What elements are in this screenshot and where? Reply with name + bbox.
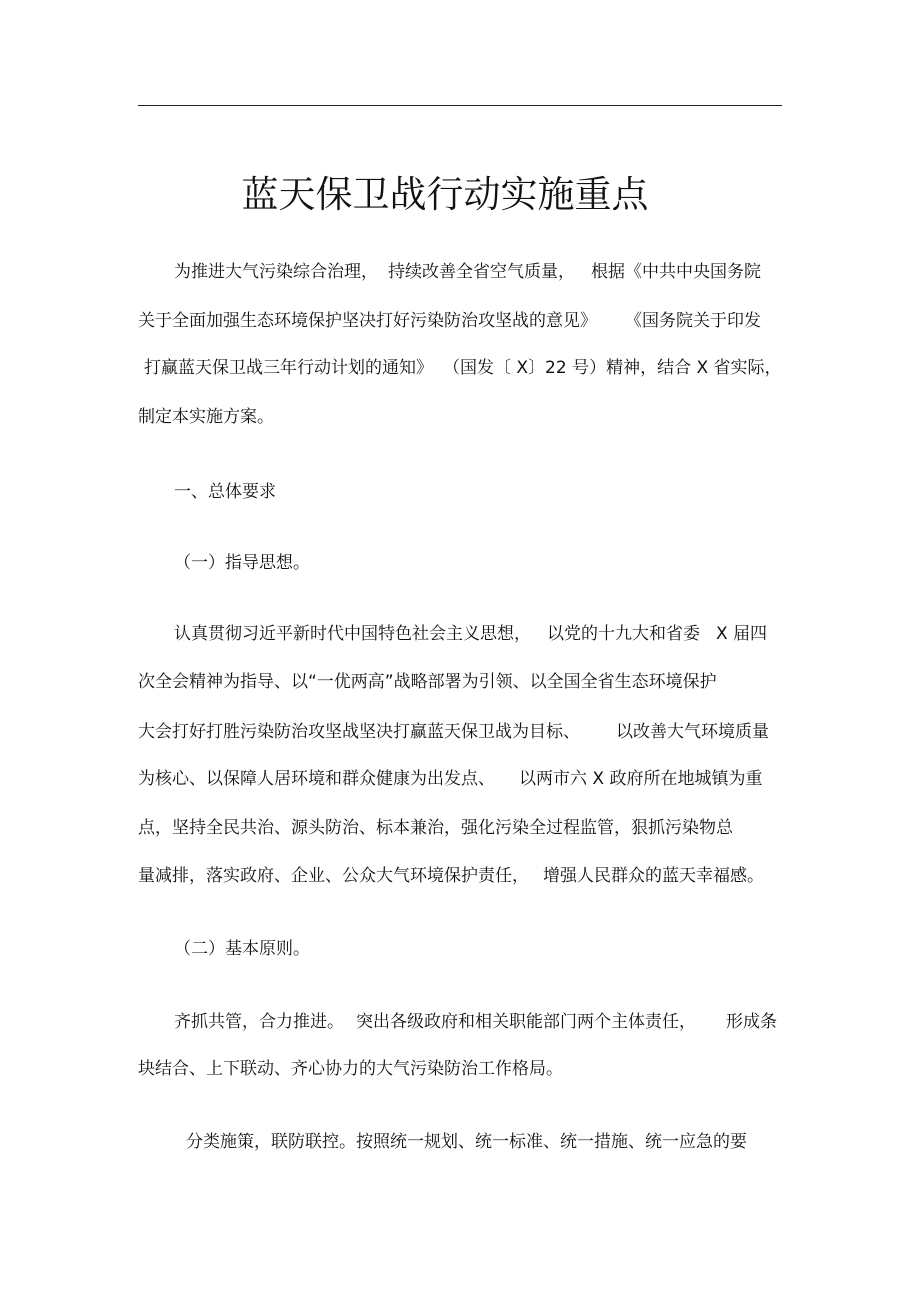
subsection-heading-2: （二）基本原则。 — [174, 939, 310, 959]
intro-line-2: 关于全面加强生态环境保护坚决打好污染防治攻坚战的意见》 《国务院关于印发 — [138, 311, 761, 331]
para1-line-2: 次全会精神为指导、以“一优两高”战略部署为引领、以全国全省生态环境保护 — [138, 672, 717, 692]
subsection-heading-1: （一）指导思想。 — [174, 553, 310, 573]
intro-line-4: 制定本实施方案。 — [138, 407, 274, 427]
para1-line-4: 为核心、以保障人居环境和群众健康为出发点、 以两市六 X 政府所在地城镇为重 — [138, 769, 763, 789]
intro-line-3: 打赢蓝天保卫战三年行动计划的通知》 （国发〔 X〕22 号）精神，结合 X 省实际， — [144, 358, 782, 378]
para1-line-3: 大会打好打胜污染防治攻坚战坚决打赢蓝天保卫战为目标、 以改善大气环境质量 — [138, 722, 769, 742]
para1-line-1: 认真贯彻习近平新时代中国特色社会主义思想， 以党的十九大和省委 X 届四 — [174, 624, 768, 644]
para3-line-1: 分类施策，联防联控。按照统一规划、统一标准、统一措施、统一应急的要 — [186, 1132, 747, 1152]
para2-line-2: 块结合、上下联动、齐心协力的大气污染防治工作格局。 — [138, 1059, 563, 1079]
para1-line-6: 量减排，落实政府、企业、公众大气环境保护责任， 增强人民群众的蓝天幸福感。 — [138, 866, 764, 886]
document-title: 蓝天保卫战行动实施重点 — [241, 173, 649, 216]
header-rule — [138, 105, 782, 106]
section-heading: 一、总体要求 — [174, 482, 276, 502]
intro-line-1: 为推进大气污染综合治理， 持续改善全省空气质量， 根据《中共中央国务院 — [174, 262, 761, 282]
para1-line-5: 点，坚持全民共治、源头防治、标本兼治，强化污染全过程监管，狠抓污染物总 — [138, 818, 733, 838]
para2-line-1: 齐抓共管，合力推进。 突出各级政府和相关职能部门两个主体责任， 形成条 — [174, 1012, 777, 1032]
